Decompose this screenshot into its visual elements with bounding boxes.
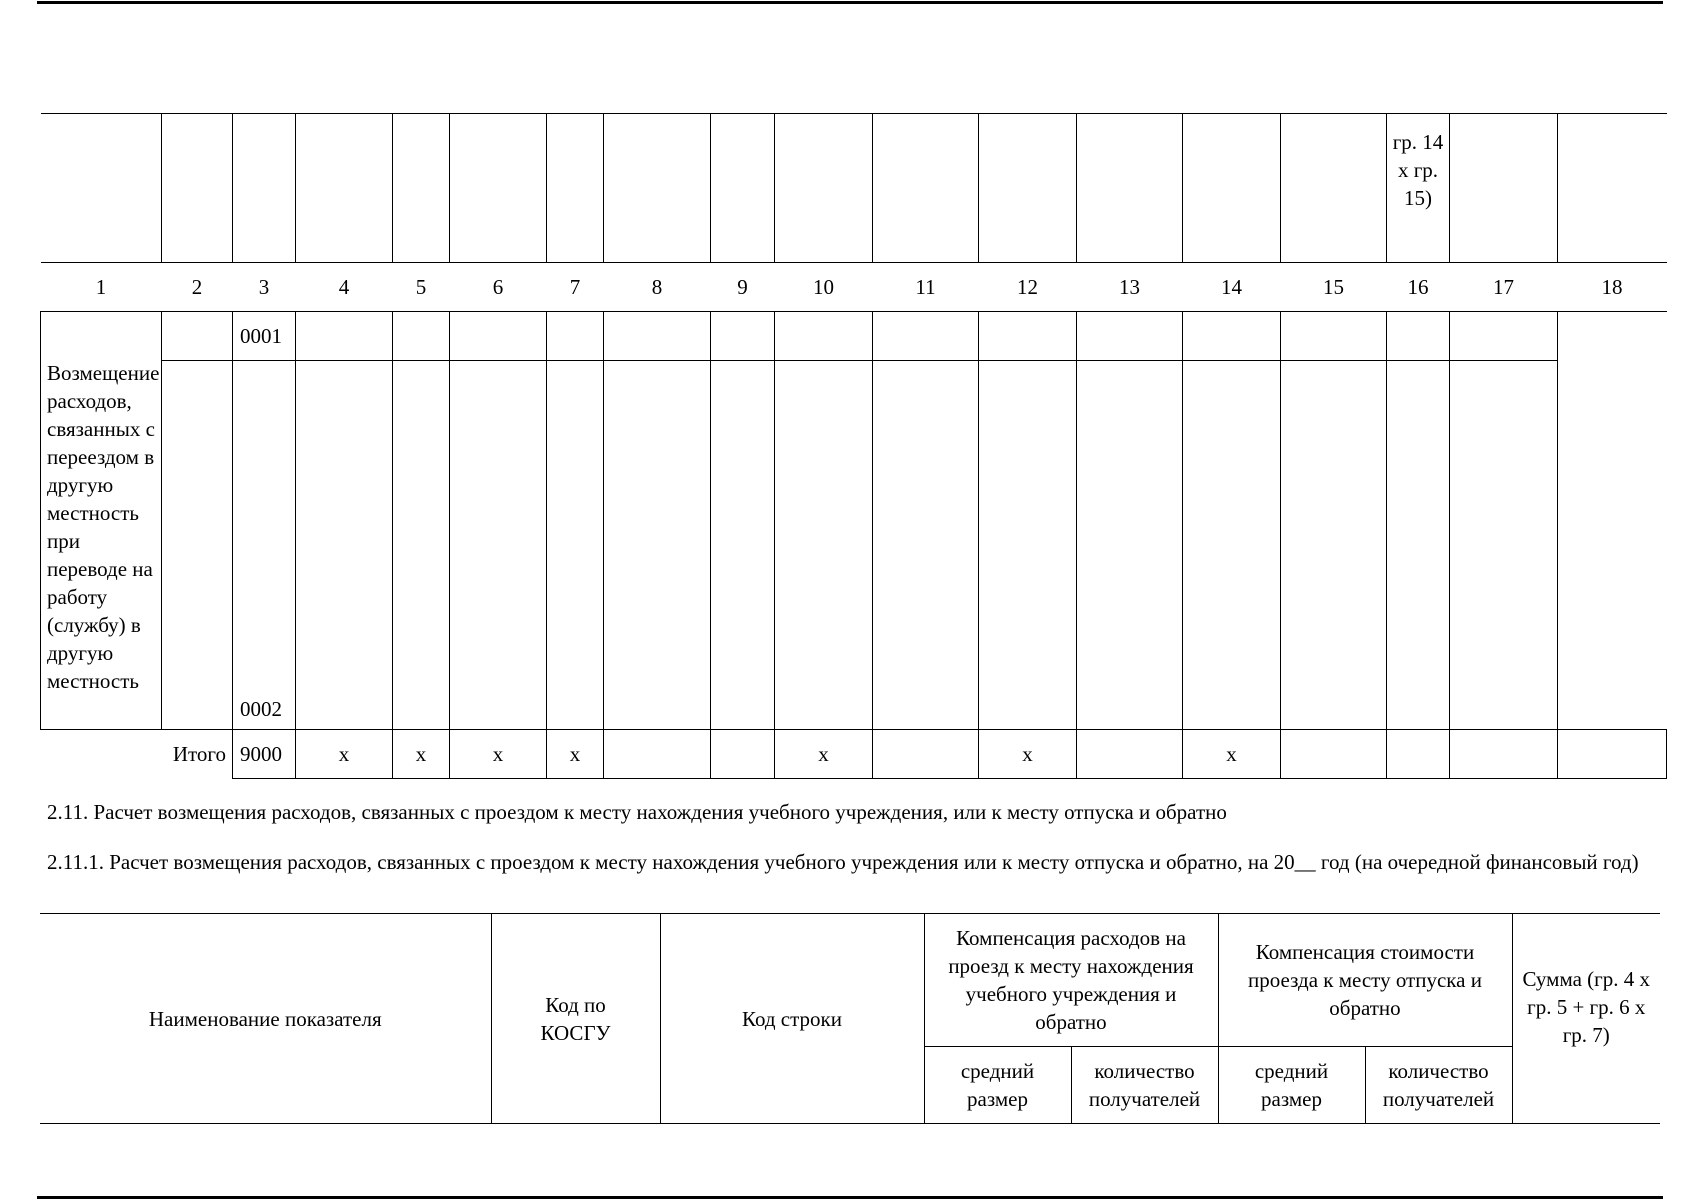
table-cell xyxy=(775,312,873,361)
table-cell xyxy=(547,312,604,361)
sub-count-header: количество получателей xyxy=(1071,1047,1218,1124)
total-cell xyxy=(1558,730,1667,779)
table-cell xyxy=(1450,312,1558,361)
column-number: 11 xyxy=(873,263,979,312)
total-cell xyxy=(1450,730,1558,779)
upper-table xyxy=(40,113,1667,779)
total-cell xyxy=(1387,730,1450,779)
column-number: 8 xyxy=(604,263,711,312)
total-cell xyxy=(604,730,711,779)
header-cell xyxy=(604,114,711,263)
column-number: 13 xyxy=(1077,263,1183,312)
sub-avg-header: средний размер xyxy=(1218,1047,1365,1124)
column-number: 10 xyxy=(775,263,873,312)
table-cell xyxy=(873,361,979,730)
table-cell xyxy=(547,361,604,730)
column-number: 5 xyxy=(393,263,450,312)
column-number: 14 xyxy=(1183,263,1281,312)
total-label: Итого xyxy=(41,730,233,779)
total-cell: х xyxy=(979,730,1077,779)
total-cell: х xyxy=(393,730,450,779)
total-code: 9000 xyxy=(233,730,296,779)
table-cell xyxy=(162,312,233,361)
total-cell: х xyxy=(547,730,604,779)
sub-avg-header: средний размер xyxy=(924,1047,1071,1124)
column-number: 16 xyxy=(1387,263,1450,312)
column-number: 15 xyxy=(1281,263,1387,312)
header-cell xyxy=(775,114,873,263)
header-cell xyxy=(1558,114,1667,263)
header-row xyxy=(41,114,1667,263)
column-number: 2 xyxy=(162,263,233,312)
column-number-row xyxy=(41,263,1667,312)
column-number: 3 xyxy=(233,263,296,312)
table-cell xyxy=(711,361,775,730)
total-cell xyxy=(1281,730,1387,779)
column-number: 9 xyxy=(711,263,775,312)
table-cell xyxy=(604,312,711,361)
lower-table xyxy=(40,913,1660,1124)
column-number: 7 xyxy=(547,263,604,312)
total-cell: х xyxy=(296,730,393,779)
table-cell xyxy=(162,361,233,730)
table-cell xyxy=(979,361,1077,730)
total-row xyxy=(41,730,1667,779)
total-cell xyxy=(873,730,979,779)
header-cell xyxy=(873,114,979,263)
table-cell xyxy=(1387,312,1450,361)
header-cell xyxy=(1450,114,1558,263)
table-cell xyxy=(1281,312,1387,361)
table-cell xyxy=(873,312,979,361)
table-cell xyxy=(604,361,711,730)
table-cell xyxy=(1183,361,1281,730)
table-row xyxy=(41,361,1667,730)
header-cell xyxy=(547,114,604,263)
top-rule xyxy=(37,1,1663,4)
header-cell xyxy=(162,114,233,263)
header-cell xyxy=(41,114,162,263)
header-row xyxy=(40,914,1660,1047)
header-cell xyxy=(979,114,1077,263)
table-cell xyxy=(1077,361,1183,730)
header-cell xyxy=(1183,114,1281,263)
table-cell xyxy=(296,312,393,361)
col-sum-header: Сумма (гр. 4 х гр. 5 + гр. 6 х гр. 7) xyxy=(1512,914,1660,1124)
total-cell: х xyxy=(1183,730,1281,779)
table-cell xyxy=(711,312,775,361)
col-name-header: Наименование показателя xyxy=(40,914,491,1124)
row-name: Возмещение расходов, связанных с переездом в другую местность при переводе на работу (службу) в другую местность xyxy=(41,312,162,730)
column-number: 18 xyxy=(1558,263,1667,312)
header-cell xyxy=(711,114,775,263)
table-cell xyxy=(1077,312,1183,361)
table-cell xyxy=(1183,312,1281,361)
section-2-11-1-heading: 2.11.1. Расчет возмещения расходов, связанных с проездом к месту нахождения учебного учреждения или к месту отпуска и обратно, на 20__ год (на очередной финансовый год) xyxy=(47,850,1639,874)
table-cell xyxy=(775,361,873,730)
table-cell xyxy=(450,361,547,730)
header-cell xyxy=(1281,114,1387,263)
table-cell xyxy=(296,361,393,730)
column-number: 4 xyxy=(296,263,393,312)
header-cell xyxy=(296,114,393,263)
column-number: 6 xyxy=(450,263,547,312)
table-cell xyxy=(450,312,547,361)
header-cell xyxy=(1077,114,1183,263)
total-cell: х xyxy=(450,730,547,779)
header-cell xyxy=(393,114,450,263)
header-formula: гр. 14 х гр. 15) xyxy=(1387,114,1450,263)
total-cell xyxy=(711,730,775,779)
col-kosgu-header: Код по КОСГУ xyxy=(491,914,660,1124)
column-number: 12 xyxy=(979,263,1077,312)
table-cell xyxy=(393,312,450,361)
table-cell xyxy=(979,312,1077,361)
group-study-header: Компенсация расходов на проезд к месту нахождения учебного учреждения и обратно xyxy=(924,914,1218,1047)
column-number: 17 xyxy=(1450,263,1558,312)
group-vacation-header: Компенсация стоимости проезда к месту отпуска и обратно xyxy=(1218,914,1512,1047)
section-2-11-heading: 2.11. Расчет возмещения расходов, связанных с проездом к месту нахождения учебного учреждения, или к месту отпуска и обратно xyxy=(47,800,1227,824)
column-number: 1 xyxy=(41,263,162,312)
table-row xyxy=(41,312,1667,361)
table-cell xyxy=(1281,361,1387,730)
table-cell xyxy=(393,361,450,730)
header-cell xyxy=(233,114,296,263)
table-cell xyxy=(1450,361,1558,730)
sub-count-header: количество получателей xyxy=(1365,1047,1512,1124)
row-code: 0001 xyxy=(233,312,296,361)
header-cell xyxy=(450,114,547,263)
total-cell: х xyxy=(775,730,873,779)
table-cell xyxy=(1387,361,1450,730)
row-code: 0002 xyxy=(233,361,296,730)
col-line-header: Код строки xyxy=(660,914,924,1124)
bottom-rule xyxy=(37,1196,1663,1199)
total-cell xyxy=(1077,730,1183,779)
